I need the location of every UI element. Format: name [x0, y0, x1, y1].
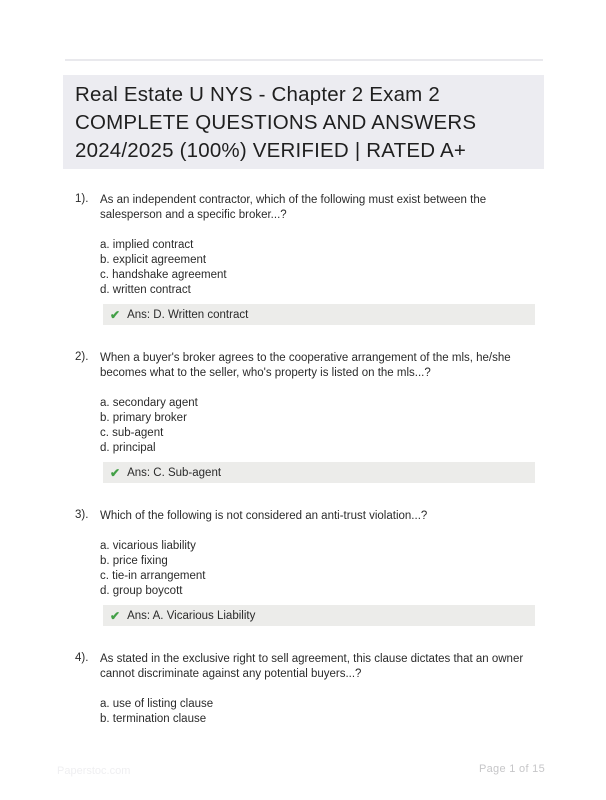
answer-option: b. price fixing: [100, 555, 168, 567]
answer-option: c. sub-agent: [100, 427, 164, 439]
answer-option: d. written contract: [100, 284, 191, 296]
question-item: [0, 509, 606, 626]
questions-list: [0, 193, 606, 753]
answer-option: d. group boycott: [100, 585, 183, 597]
question-number: 2).: [75, 351, 89, 363]
question-text: As stated in the exclusive right to sell agreement, this clause dictates that an owner cannot discriminate against any potential buyers...?: [100, 653, 524, 680]
options-list: [100, 396, 606, 456]
title-banner: [63, 75, 544, 169]
question-text: As an independent contractor, which of the following must exist between the salesperson and a specific broker...?: [100, 194, 487, 221]
page-number: Page 1 of 15: [479, 763, 545, 775]
watermark-text: Paperstoc.com: [57, 765, 131, 777]
question-text: Which of the following is not considered an anti-trust violation...?: [100, 510, 428, 522]
header-divider: [65, 59, 543, 61]
answer-option: c. tie-in arrangement: [100, 570, 206, 582]
question-text: When a buyer's broker agrees to the cooperative arrangement of the mls, he/she becomes what to the seller, who's property is listed on the mls...?: [100, 352, 511, 379]
check-icon: ✔: [110, 465, 121, 480]
answer-text: Ans: A. Vicarious Liability: [127, 609, 256, 622]
answer-option: b. explicit agreement: [100, 254, 207, 266]
question-number: 3).: [75, 509, 89, 521]
question-number: 4).: [75, 652, 89, 664]
answer-option: b. primary broker: [100, 412, 187, 424]
question-item: [0, 351, 606, 483]
question-item: [0, 652, 606, 727]
page-title-line: Real Estate U NYS - Chapter 2 Exam 2: [75, 83, 440, 106]
question-number: 1).: [75, 193, 89, 205]
answer-option: d. principal: [100, 442, 156, 454]
options-list: [100, 697, 606, 727]
page-title-line: COMPLETE QUESTIONS AND ANSWERS: [75, 111, 477, 134]
answer-option: a. secondary agent: [100, 397, 198, 409]
page-title-line: 2024/2025 (100%) VERIFIED | RATED A+: [75, 139, 467, 162]
answer-option: a. vicarious liability: [100, 540, 196, 552]
check-icon: ✔: [110, 608, 121, 623]
options-list: [100, 539, 606, 599]
answer-text: Ans: D. Written contract: [127, 308, 249, 321]
question-item: [0, 193, 606, 325]
check-icon: ✔: [110, 307, 121, 322]
answer-option: b. termination clause: [100, 713, 207, 725]
answer-box: [103, 462, 535, 483]
answer-box: [103, 304, 535, 325]
answer-option: c. handshake agreement: [100, 269, 227, 281]
answer-option: a. implied contract: [100, 239, 194, 251]
answer-box: [103, 605, 535, 626]
answer-text: Ans: C. Sub-agent: [127, 466, 222, 479]
answer-option: a. use of listing clause: [100, 698, 214, 710]
options-list: [100, 238, 606, 298]
